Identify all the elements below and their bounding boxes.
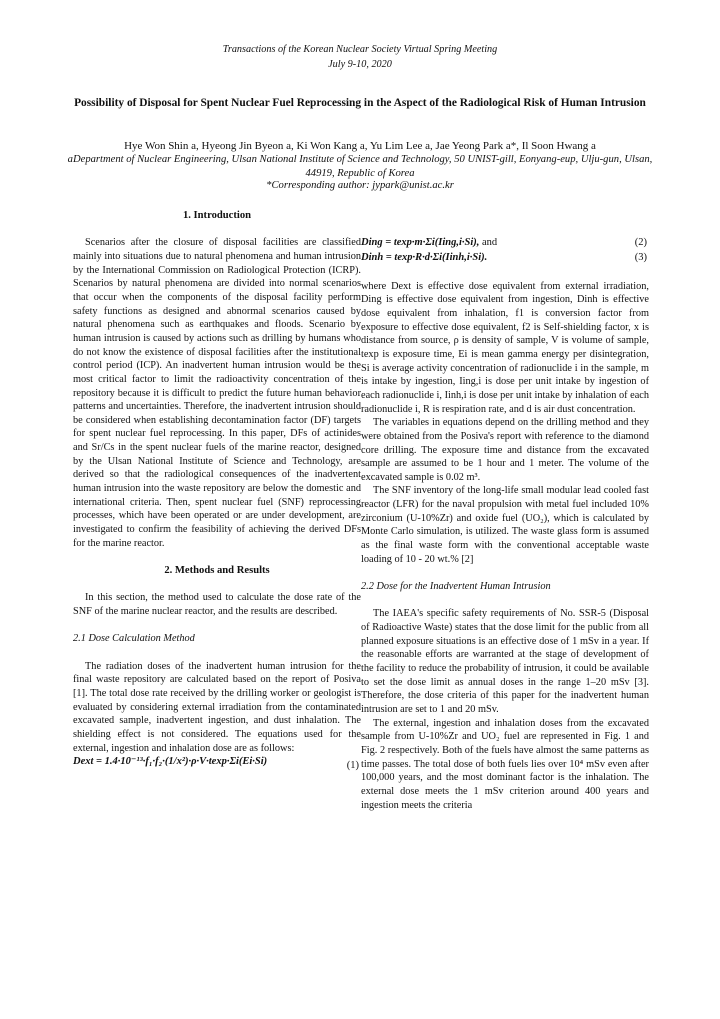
equation-2-and: and <box>482 237 498 248</box>
variables-paragraph: The variables in equations depend on the drilling method and they were obtained from the Posiva's report with reference to the diamond core drilling. The exposure time and distance from the excavated sample are assumed to be 1 hour and 1 meter. The volume of the excavated sample is 0.02 m³. <box>361 417 649 483</box>
equation-3-body: Dinh = texp·R·d·Σi(Iinh,i·Si). <box>361 252 488 263</box>
author-list: Hye Won Shin a, Hyeong Jin Byeon a, Ki Won Kang a, Yu Lim Lee a, Jae Yeong Park a*, Il Soon Hwang a <box>124 140 596 152</box>
equation-1 <box>73 755 361 777</box>
journal-header: Transactions of the Korean Nuclear Society Virtual Spring Meeting <box>222 44 498 55</box>
equation-1-number: (1) <box>346 760 359 772</box>
section-heading-introduction: 1. Introduction <box>182 210 252 221</box>
affiliation: aDepartment of Nuclear Engineering, Ulsan National Institute of Science and Technology, 50 UNIST-gill, Eonyang-eup, Ulju-gun, Ulsan, 44919, Republic of Korea <box>67 154 653 179</box>
paper-title: Possibility of Disposal for Spent Nuclear Fuel Reprocessing in the Aspect of the Radiological Risk of Human Intrusion <box>74 97 646 109</box>
snf-inventory-paragraph: The SNF inventory of the long-life small modular lead cooled fast reactor (LFR) for the naval propulsion with metal fuel included 10% zirconium (U-10%Zr) and oxide fuel (UO₂), which is calculated by Monte Carlo simulation, is utilized. The waste glass form is assumed as the final waste form with the conventional acceptable waste loading of 10 - 20 wt.% [2] <box>361 485 649 565</box>
dose-calculation-paragraph: The radiation doses of the inadvertent human intrusion for the final waste repository are calculated based on the report of Posiva [1]. The total dose rate received by the drilling worker or geologist is evaluated by considering external irradiation from the contaminated excavated sample, inadvertent ingestion, and dust inhalation. The shielding effect is not considered. The equations used for the external, ingestion and inhalation dose are as follows: <box>73 660 361 754</box>
methods-paragraph: In this section, the method used to calculate the dose rate of the SNF of the marine nuclear reactor, and the results are described. <box>73 592 361 617</box>
equation-3 <box>361 251 649 266</box>
equation-2 <box>361 236 649 251</box>
equation-2-body: Ding = texp·m·Σi(Iing,i·Si), <box>361 237 480 248</box>
subsection-heading-dose-calculation: 2.1 Dose Calculation Method <box>73 633 195 645</box>
journal-date: July 9-10, 2020 <box>328 59 392 70</box>
variable-definitions-paragraph: where Dext is effective dose equivalent from external irradiation, Ding is effective dose equivalent from ingestion, Dinh is effective dose equivalent from inhalation, f1 is conversion factor from exposure to effective dose equivalent, f2 is Self-shielding factor, x is distance from source, ρ is density of sample, V is volume of sample, texp is exposure time, Ei is mean gamma energy per disintegration, Si is average activity concentration of radionuclide i in the sample, m is intake by ingestion, Iing,i is dose per unit intake by ingestion of each radionuclide i, Iinh,i is dose per unit intake by inhalation of each radionuclide i, R is respiration rate, and d is air dust concentration. <box>361 280 649 415</box>
intro-paragraph: Scenarios after the closure of disposal facilities are classified mainly into situations due to natural phenomena and human intrusion by the International Commission on Radiological Protection (ICRP). Scenarios by natural phenomena are divided into normal scenarios that occur when the components of the disposal facility perform safety functions as designed and abnormal scenarios caused by natural phenomena such as earthquakes and floods. Scenario by human intrusion is caused by actions such as drilling by humans who do not know the existence of disposal facilities after the institutional control period (ICP). An inadvertent human intrusion would be the most critical factor to limit the radioactivity concentration of the repository because it is difficult to predict the future human behavior patterns and uncertainties. Therefore, the inadvertent intrusion should be considered when establishing decontamination factor (DF) targets for spent nuclear fuel reprocessing. In this paper, DFs of actinides and Sr/Cs in the spent nuclear fuels of the marine reactor, designed by the Ulsan National Institute of Science and Technology, are derived so that the radiological consequences of the inadvertent human intrusion into the waste repository are below the domestic and international criteria. Then, spent nuclear fuel (SNF) reprocessing processes, which have been operated or are under development, are investigated to confirm the feasibility of achieving the derived DFs for the marine reactor. <box>73 237 361 549</box>
equation-2-number: (2) <box>634 237 647 248</box>
left-column <box>73 209 361 777</box>
section-heading-methods: 2. Methods and Results <box>164 565 270 577</box>
dose-results-paragraph: The external, ingestion and inhalation doses from the excavated sample from U-10%Zr and UO₂ fuel are represented in Fig. 1 and Fig. 2 respectively. Both of the fuels have almost the same patterns as time passes. The total dose of both fuels lies over 10⁴ mSv even after 100,000 years, and the most dominant factor is the inhalation. The external dose meets the 1 mSv criterion around 400 years and ingestion meets the criteria <box>361 717 649 811</box>
corresponding-author: *Corresponding author: jypark@unist.ac.kr <box>266 180 454 191</box>
iaea-requirements-paragraph: The IAEA's specific safety requirements of No. SSR-5 (Disposal of Radioactive Waste) states that the dose limit for the public from all planned exposure situations is an effective dose of 1 mSv in a year. If the reasonable efforts are warranted at the stage of development of the facility to reduce the probability of intrusion, it could be available to set the dose limit as annual doses in the range 1–20 mSv [3]. Therefore, the dose criteria of this paper for the inadvertent human intrusion are set to 1 and 20 mSv. <box>361 608 649 715</box>
right-column <box>361 236 649 812</box>
equation-1-body: Dext = 1.4·10⁻¹³·f₁·f₂·(1/x²)·ρ·V·texp·Σi(Ei·Si) <box>73 756 268 768</box>
subsection-heading-human-intrusion: 2.2 Dose for the Inadvertent Human Intrusion <box>361 581 551 593</box>
equation-3-number: (3) <box>634 252 647 263</box>
